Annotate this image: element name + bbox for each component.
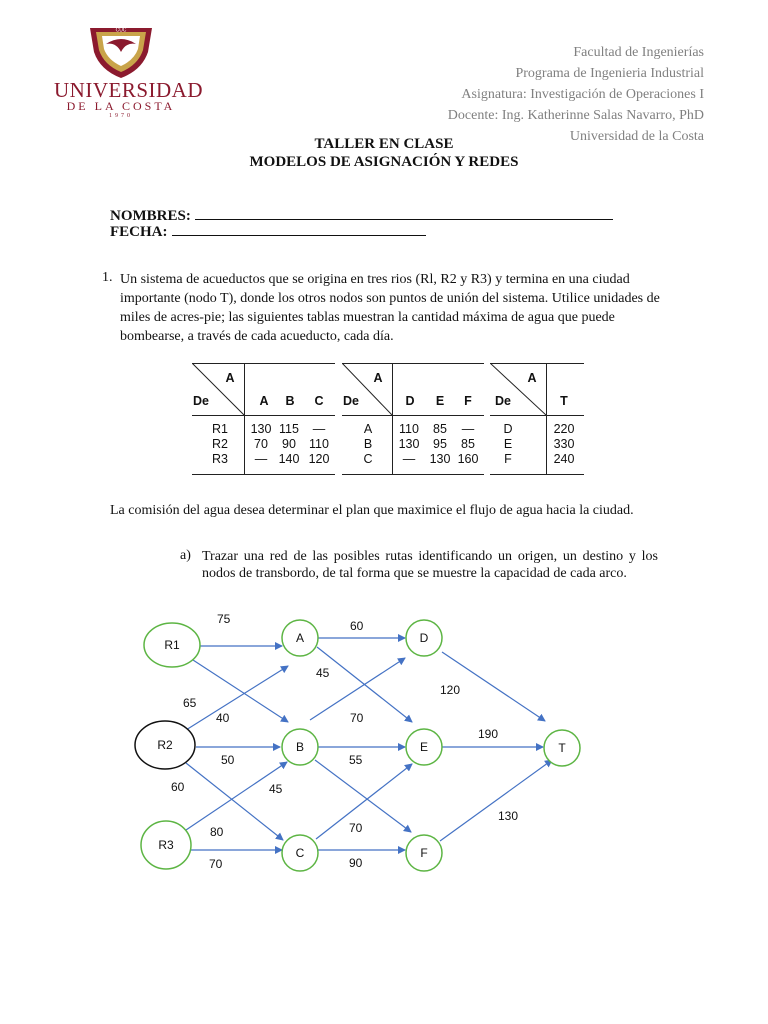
header-faculty: Facultad de Ingenierías — [573, 45, 704, 60]
table-cell: 330 — [553, 437, 575, 451]
logo-name: UNIVERSIDAD — [54, 78, 203, 102]
logo-year: 1970 — [109, 113, 133, 119]
table-cell: 130 — [429, 452, 451, 466]
logo-badge-text: CUC — [115, 27, 127, 34]
table-col-header: T — [560, 394, 568, 408]
header-course: Asignatura: Investigación de Operaciones I — [461, 87, 704, 102]
table-rivers — [192, 363, 335, 475]
table-row-label: D — [503, 422, 513, 436]
table-cell: 95 — [433, 437, 447, 451]
table-header-to: A — [527, 371, 537, 385]
names-label: NOMBRES: — [110, 208, 191, 224]
table-header-from: De — [343, 394, 359, 408]
table-cell: — — [312, 422, 326, 436]
table-cell: 120 — [308, 452, 330, 466]
table-cell: 85 — [433, 422, 447, 436]
document-title: TALLER EN CLASE — [314, 136, 454, 152]
table-row-label: C — [363, 452, 373, 466]
network-capacity-labels — [171, 612, 518, 871]
node-c — [282, 835, 318, 871]
node-label: E — [419, 740, 429, 754]
node-label: D — [419, 631, 429, 645]
node-label: B — [295, 740, 305, 754]
header-teacher: Docente: Ing. Katherinne Salas Navarro, PhD — [447, 108, 704, 123]
document-subtitle: MODELOS DE ASIGNACIÓN Y REDES — [249, 154, 519, 170]
table-cell: 220 — [553, 422, 575, 436]
node-label: R3 — [158, 838, 174, 852]
flow-network-diagram — [0, 600, 768, 890]
capacity-label: 60 — [171, 780, 185, 794]
header-info — [448, 42, 704, 147]
capacity-label: 40 — [216, 711, 230, 725]
node-r1 — [144, 623, 200, 667]
edge-c-e — [316, 764, 412, 839]
capacity-tables — [192, 363, 584, 475]
capacity-label: 70 — [350, 711, 364, 725]
table-junctions — [342, 363, 484, 475]
capacity-label: 75 — [217, 612, 231, 626]
node-label: F — [420, 846, 428, 860]
capacity-label: 90 — [349, 856, 363, 870]
university-logo — [54, 22, 203, 120]
node-b — [282, 729, 318, 765]
question-text: Un sistema de acueductos que se origina en tres rios (Rl, R2 y R3) y termina en una ciudad importante (nodo T), donde los otros nodos son puntos de unión del sistema. Utilice unidades de miles de acres-pie; las siguientes tablas muestran la cantidad máxima de agua que puede bombearse, a través de cada acueducto, cada día. — [120, 272, 660, 344]
edge-r3-b — [186, 762, 287, 830]
logo-subname: DE LA COSTA — [66, 99, 176, 113]
table-cell: 90 — [282, 437, 296, 451]
node-label: R2 — [157, 738, 173, 752]
table-col-header: A — [259, 394, 269, 408]
table-cell: 130 — [398, 437, 420, 451]
header-program: Programa de Ingenieria Industrial — [515, 66, 704, 81]
table-cell: 240 — [553, 452, 575, 466]
table-city — [490, 363, 584, 475]
table-cell: 140 — [278, 452, 300, 466]
table-cell: — — [402, 452, 416, 466]
capacity-label: 130 — [498, 809, 519, 823]
table-header-to: A — [225, 371, 235, 385]
capacity-label: 80 — [210, 825, 224, 839]
table-row-label: R3 — [212, 452, 228, 466]
table-cell: 85 — [461, 437, 475, 451]
table-cell: — — [254, 452, 268, 466]
table-col-header: D — [405, 394, 415, 408]
date-line[interactable] — [172, 221, 426, 236]
table-row-label: R2 — [212, 437, 228, 451]
table-cell: 70 — [254, 437, 268, 451]
node-r2 — [135, 721, 195, 769]
node-f — [406, 835, 442, 871]
table-col-header: C — [314, 394, 324, 408]
names-line[interactable] — [195, 205, 613, 220]
edge-r2-a — [186, 666, 288, 730]
date-label: FECHA: — [110, 224, 168, 240]
table-row-label: B — [363, 437, 373, 451]
table-row-label: E — [503, 437, 513, 451]
edge-f-t — [440, 760, 552, 841]
table-header-from: De — [193, 394, 209, 408]
problem-statement: La comisión del agua desea determinar el plan que maximice el flujo de agua hacia la ciudad. — [110, 503, 634, 518]
node-t — [544, 730, 580, 766]
node-label: T — [558, 741, 566, 755]
edge-b-f — [315, 760, 411, 832]
capacity-label: 120 — [440, 683, 461, 697]
node-r3 — [141, 821, 191, 869]
table-row-label: R1 — [212, 422, 228, 436]
node-d — [406, 620, 442, 656]
node-label: R1 — [164, 638, 180, 652]
table-col-header: B — [285, 394, 295, 408]
capacity-label: 60 — [350, 619, 364, 633]
capacity-label: 50 — [221, 753, 235, 767]
edge-r1-b — [193, 660, 288, 722]
capacity-label: 45 — [269, 782, 283, 796]
capacity-label: 65 — [183, 696, 197, 710]
part-a-text: Trazar una red de las posibles rutas identificando un origen, un destino y los nodos de transbordo, de tal forma que se muestre la capacidad de cada arco. — [202, 549, 658, 581]
table-cell: — — [461, 422, 475, 436]
capacity-label: 190 — [478, 727, 499, 741]
node-e — [406, 729, 442, 765]
table-row-label: A — [363, 422, 373, 436]
capacity-label: 70 — [349, 821, 363, 835]
table-col-header: E — [435, 394, 445, 408]
table-header-from: De — [495, 394, 511, 408]
table-cell: 130 — [250, 422, 272, 436]
capacity-label: 70 — [209, 857, 223, 871]
part-a-label: a) — [180, 548, 191, 563]
shield-emblem-icon — [76, 22, 166, 82]
table-col-header: F — [464, 394, 472, 408]
node-a — [282, 620, 318, 656]
date-field[interactable] — [110, 221, 426, 241]
question-number: 1. — [102, 270, 113, 285]
table-header-to: A — [373, 371, 383, 385]
capacity-label: 45 — [316, 666, 330, 680]
table-cell: 110 — [309, 437, 329, 451]
table-cell: 160 — [457, 452, 479, 466]
table-cell: 110 — [399, 422, 419, 436]
capacity-label: 55 — [349, 753, 363, 767]
table-cell: 115 — [279, 422, 299, 436]
table-row-label: F — [504, 452, 512, 466]
node-label: C — [295, 846, 305, 860]
node-label: A — [295, 631, 305, 645]
header-university: Universidad de la Costa — [569, 129, 704, 144]
